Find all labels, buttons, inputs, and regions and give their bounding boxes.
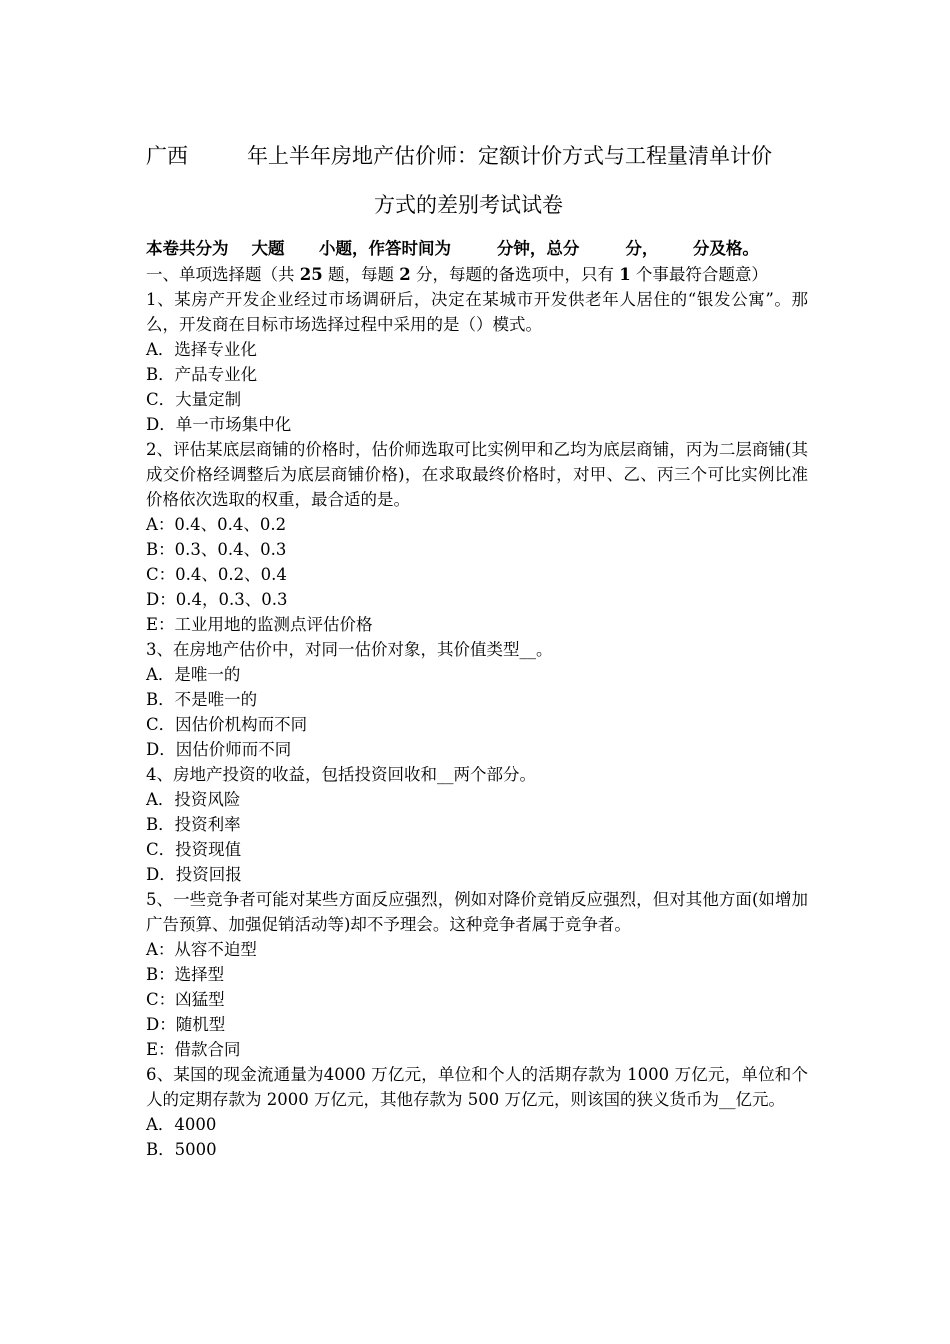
question-4 — [146, 762, 808, 887]
section-suffix: 个事最符合题意） — [630, 265, 768, 284]
section-count: 25 — [299, 265, 323, 284]
option-d: D：随机型 — [146, 1015, 226, 1034]
option-c: C：凶猛型 — [146, 990, 225, 1009]
option-c: C．大量定制 — [146, 390, 242, 409]
question-stem: 6、某国的现金流通量为4000 万亿元，单位和个人的活期存款为 1000 万亿元，单位和个人的定期存款为 2000 万亿元，其他存款为 500 万亿元，则该国的狭义货币为__亿元。 — [146, 1065, 808, 1109]
option-a: A：0.4、0.4、0.2 — [146, 515, 287, 534]
option-b: B．不是唯一的 — [146, 690, 258, 709]
option-a: A：从容不迫型 — [146, 940, 257, 959]
option-a: A．是唯一的 — [146, 665, 241, 684]
question-stem: 1、某房产开发企业经过市场调研后，决定在某城市开发供老年人居住的“银发公寓”。那么，开发商在目标市场选择过程中采用的是（）模式。 — [146, 290, 808, 334]
exam-summary: 本卷共分为 大题 小题，作答时间为 分钟，总分 分， 分及格。 — [146, 239, 759, 258]
section-middle: 题，每题 — [322, 265, 400, 284]
option-c: C．因估价机构而不同 — [146, 715, 308, 734]
option-a: A．4000 — [146, 1115, 217, 1134]
section-prefix: 一、单项选择题（共 — [146, 265, 300, 284]
question-3 — [146, 637, 808, 762]
option-d: D：0.4，0.3、0.3 — [146, 590, 288, 609]
option-b: B：0.3、0.4、0.3 — [146, 540, 287, 559]
option-b: B．5000 — [146, 1140, 217, 1159]
question-5 — [146, 887, 808, 1062]
option-a: A．选择专业化 — [146, 340, 257, 359]
exam-body — [146, 262, 808, 1162]
option-c: C：0.4、0.2、0.4 — [146, 565, 287, 584]
question-6 — [146, 1062, 808, 1162]
option-b: B．投资利率 — [146, 815, 241, 834]
section-one: 1 — [619, 265, 631, 284]
option-e: E：工业用地的监测点评估价格 — [146, 615, 373, 634]
option-e: E：借款合同 — [146, 1040, 241, 1059]
title-main: 年上半年房地产估价师：定额计价方式与工程量清单计价 — [247, 144, 772, 168]
option-a: A．投资风险 — [146, 790, 241, 809]
option-d: D．投资回报 — [146, 865, 242, 884]
option-d: D．因估价师而不同 — [146, 740, 292, 759]
section-heading — [146, 262, 808, 287]
option-b: B．产品专业化 — [146, 365, 258, 384]
option-c: C．投资现值 — [146, 840, 242, 859]
option-d: D．单一市场集中化 — [146, 415, 292, 434]
document-title-line-2: 方式的差别考试试卷 — [374, 193, 563, 217]
question-stem: 3、在房地产估价中，对同一估价对象，其价值类型__。 — [146, 640, 553, 659]
option-b: B：选择型 — [146, 965, 225, 984]
question-stem: 4、房地产投资的收益，包括投资回收和__两个部分。 — [146, 765, 536, 784]
question-stem: 5、一些竞争者可能对某些方面反应强烈，例如对降价竞销反应强烈，但对其他方面(如增加广告预算、加强促销活动等)却不予理会。这种竞争者属于竞争者。 — [146, 890, 808, 934]
question-stem: 2、评估某底层商铺的价格时，估价师选取可比实例甲和乙均为底层商铺，丙为二层商铺(其成交价格经调整后为底层商铺价格)，在求取最终价格时，对甲、乙、丙三个可比实例比准价格依次选取的权重，最合适的是。 — [146, 440, 808, 509]
question-2 — [146, 437, 808, 637]
title-region: 广西 — [146, 144, 188, 168]
section-middle2: 分，每题的备选项中，只有 — [410, 265, 620, 284]
question-1 — [146, 287, 808, 437]
section-score: 2 — [399, 265, 411, 284]
